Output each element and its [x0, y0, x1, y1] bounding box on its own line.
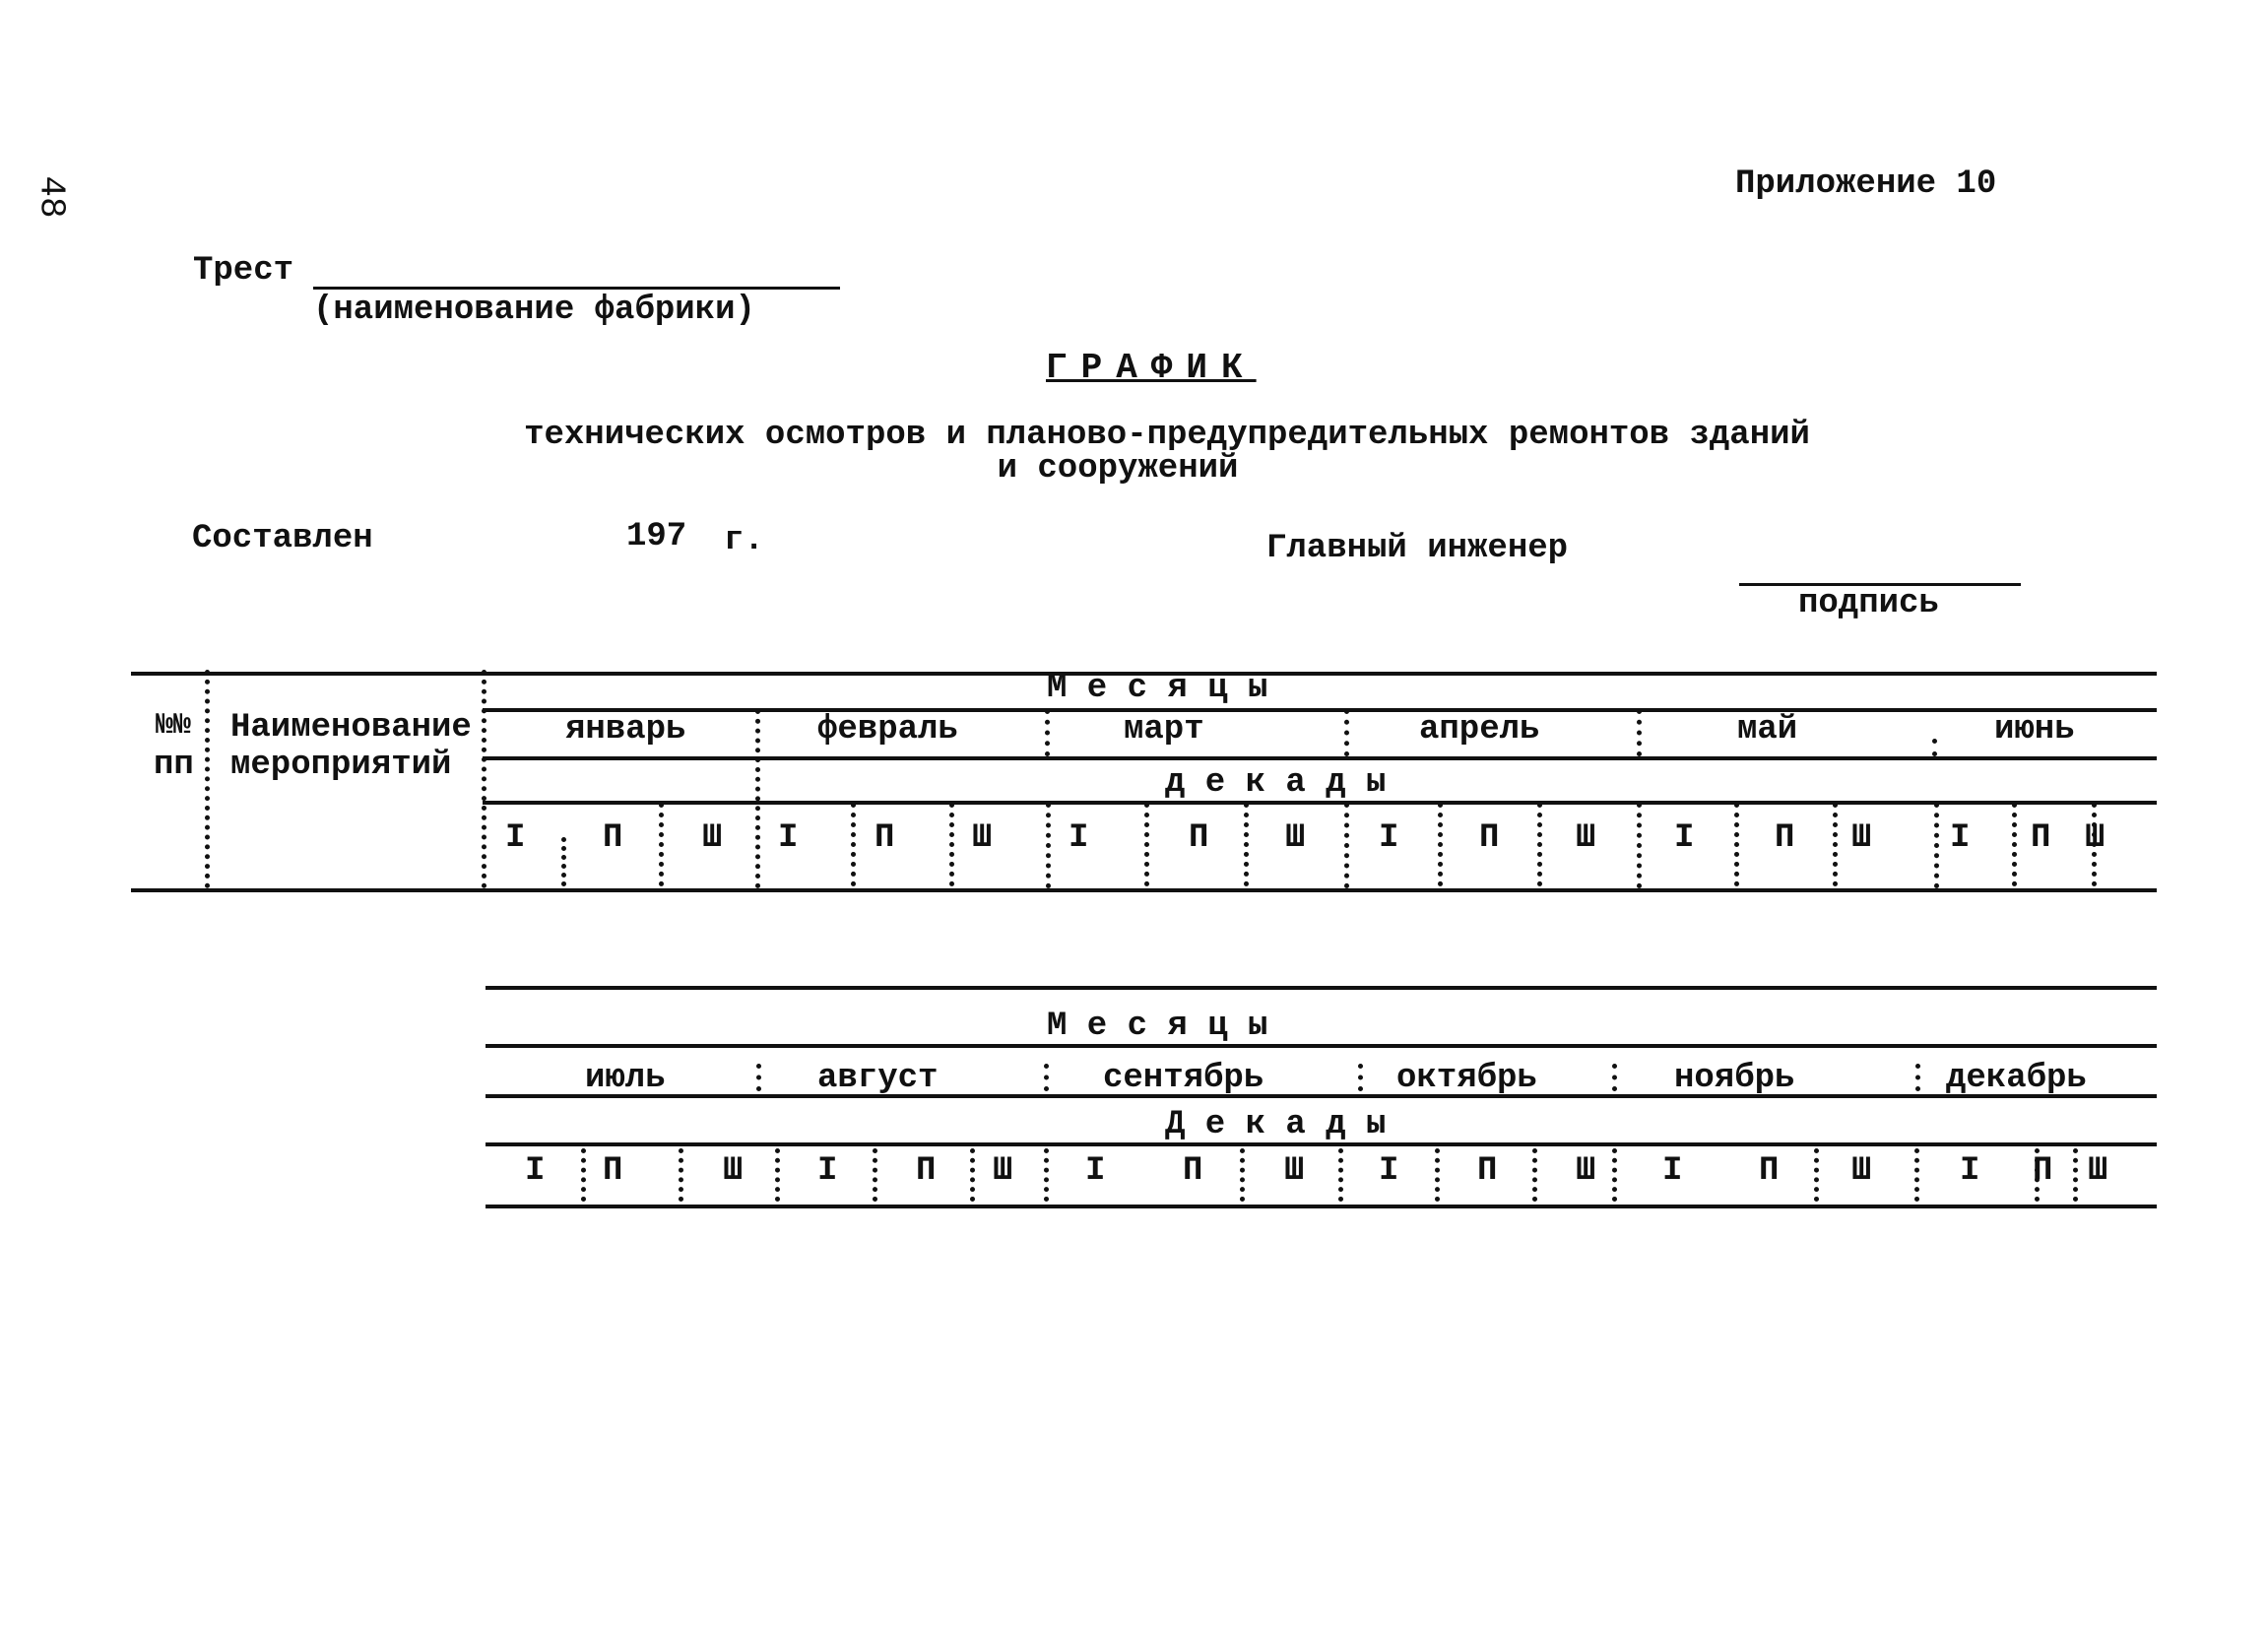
appendix-label: Приложение 10: [1735, 165, 1997, 203]
month-header: сентябрь: [1103, 1060, 1264, 1097]
year-suffix: г.: [724, 522, 764, 559]
decade-cell: I: [1069, 819, 1089, 857]
decade-cell: Ш: [1851, 819, 1872, 857]
trust-underline: [313, 287, 840, 290]
decade-cell: Ш: [2085, 819, 2106, 857]
decade-cell: Ш: [1851, 1152, 1872, 1190]
compiled-label: Составлен: [192, 520, 373, 557]
document-subtitle-line1: технических осмотров и планово-предупредительных ремонтов зданий: [524, 417, 1810, 454]
decade-cell: П: [603, 819, 623, 857]
decade-cell: I: [778, 819, 799, 857]
decade-cell: П: [2031, 819, 2051, 857]
decade-cell: П: [916, 1152, 937, 1190]
decade-cell: П: [1759, 1152, 1780, 1190]
month-header: декабрь: [1946, 1060, 2087, 1097]
decade-cell: I: [1674, 819, 1695, 857]
month-header: октябрь: [1396, 1060, 1537, 1097]
decade-cell: Ш: [1284, 1152, 1305, 1190]
decade-cell: П: [2033, 1152, 2053, 1190]
col-number-header-2: пп: [154, 747, 194, 784]
decade-cell: I: [505, 819, 526, 857]
month-header: август: [817, 1060, 939, 1097]
year-value: 197: [626, 518, 687, 555]
decade-cell: П: [875, 819, 895, 857]
decade-cell: Ш: [1576, 819, 1596, 857]
month-header: февраль: [817, 711, 958, 749]
decade-cell: П: [1477, 1152, 1498, 1190]
signature-caption: подпись: [1798, 585, 1939, 622]
decades-label: Д е к а д ы: [1165, 1106, 1387, 1143]
decade-cell: Ш: [1285, 819, 1306, 857]
decade-cell: I: [1960, 1152, 1980, 1190]
month-header: июль: [585, 1060, 666, 1097]
month-header: июнь: [1994, 711, 2075, 749]
decade-cell: Ш: [972, 819, 993, 857]
decade-cell: I: [525, 1152, 546, 1190]
months-label: М е с я ц ы: [1047, 1008, 1268, 1045]
trust-label: Трест: [193, 252, 294, 290]
col-name-header: Наименование: [230, 709, 472, 747]
decade-cell: Ш: [993, 1152, 1013, 1190]
decade-cell: I: [1085, 1152, 1106, 1190]
decade-cell: I: [1950, 819, 1971, 857]
decade-cell: I: [817, 1152, 838, 1190]
month-header: март: [1124, 711, 1204, 749]
month-header: январь: [565, 711, 686, 749]
month-header: май: [1737, 711, 1798, 749]
decade-cell: П: [1189, 819, 1209, 857]
month-header: апрель: [1419, 711, 1540, 749]
decade-cell: I: [1379, 1152, 1399, 1190]
decade-cell: Ш: [2088, 1152, 2108, 1190]
decade-cell: Ш: [1576, 1152, 1596, 1190]
decade-cell: П: [1183, 1152, 1203, 1190]
decade-cell: П: [1479, 819, 1500, 857]
document-title: ГРАФИК: [1046, 348, 1257, 388]
col-name-header-2: мероприятий: [230, 747, 452, 784]
month-header: ноябрь: [1674, 1060, 1795, 1097]
col-number-header: №№: [156, 709, 192, 743]
decade-cell: Ш: [723, 1152, 744, 1190]
decade-cell: Ш: [702, 819, 723, 857]
decade-cell: П: [1775, 819, 1795, 857]
chief-engineer-label: Главный инженер: [1266, 530, 1569, 567]
page-number: 48: [31, 175, 72, 219]
document-subtitle-line2: и сооружений: [997, 450, 1239, 488]
factory-caption: (наименование фабрики): [313, 292, 755, 329]
decade-cell: I: [1379, 819, 1399, 857]
decade-cell: П: [603, 1152, 623, 1190]
decades-label: д е к а д ы: [1165, 764, 1387, 802]
months-label: М е с я ц ы: [1047, 670, 1268, 707]
decade-cell: I: [1662, 1152, 1683, 1190]
